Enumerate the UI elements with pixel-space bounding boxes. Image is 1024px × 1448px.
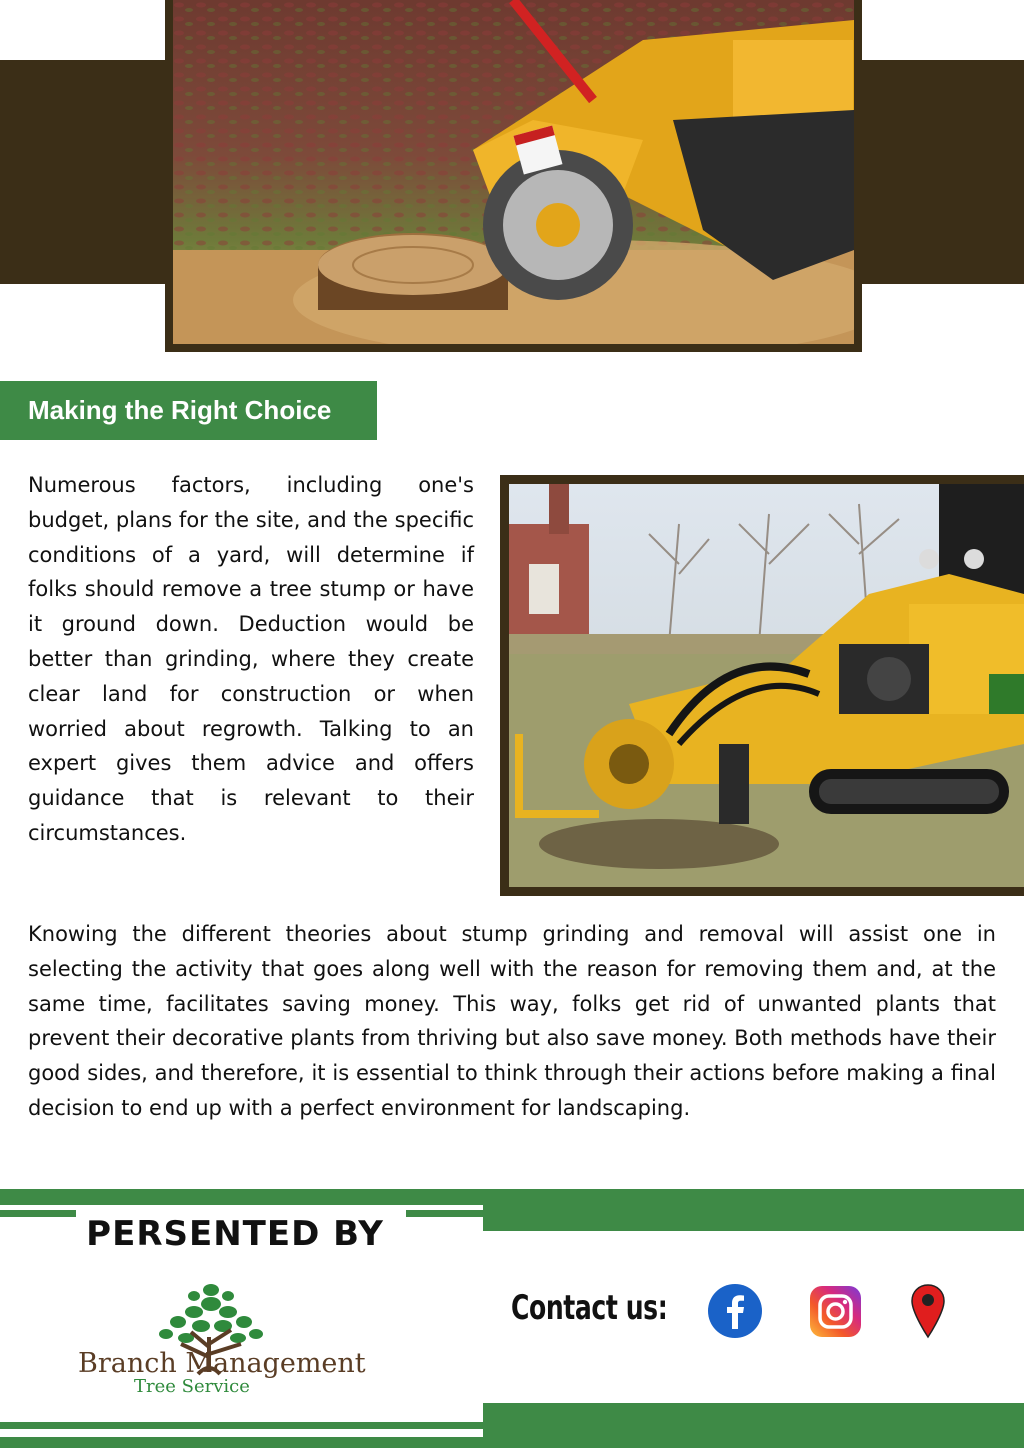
decorative-band-right [862,60,1024,284]
branch-management-logo [76,1282,404,1400]
paragraph-1: Numerous factors, including one's budget, plans for the site, and the specific conditions of a yard, will determine if folks should remove a tree stump or have it ground down. Deduction would be better than grinding, where they create clear land for construction or when worried about regrowth. Talking to an expert gives them advice and offers guidance that is relevant to their circumstances. [28,473,474,845]
footer-rule-bottom [0,1422,483,1429]
stump-grinder-photo [173,0,854,344]
side-image-frame [500,475,1024,896]
footer-right-bottom-bar [483,1403,1024,1437]
hero-image-frame [165,0,862,352]
footer-top-bar [0,1189,1024,1205]
hero-image [173,0,854,344]
side-image [509,484,1024,887]
contact-label: Contact us: [511,1288,668,1328]
footer-right-top-bar [483,1205,1024,1231]
footer-bottom-bar [0,1437,1024,1448]
instagram-icon[interactable] [809,1285,862,1338]
presented-by-heading: PERSENTED BY [86,1214,384,1254]
paragraph-2: Knowing the different theories about stump grinding and removal will assist one in selecting the activity that goes along well with the reason for removing them and, at the same time, facilitates saving money. This way, folks get rid of unwanted plants that prevent their decorative plants from thriving but also save money. Both methods have their good sides, and therefore, it is essential to think through their actions before making a final decision to end up with a perfect environment for landscaping. [28,922,996,1120]
decorative-band-left [0,60,165,284]
section-heading-bar [0,381,377,440]
location-pin-icon[interactable] [910,1283,946,1339]
logo-line2: Tree Service [134,1376,250,1397]
section-heading: Making the Right Choice [28,395,332,425]
logo-line1: Branch Management [78,1348,366,1379]
tracked-stump-grinder-photo [509,484,1024,887]
facebook-icon[interactable] [707,1283,763,1339]
company-logo [76,1282,404,1400]
